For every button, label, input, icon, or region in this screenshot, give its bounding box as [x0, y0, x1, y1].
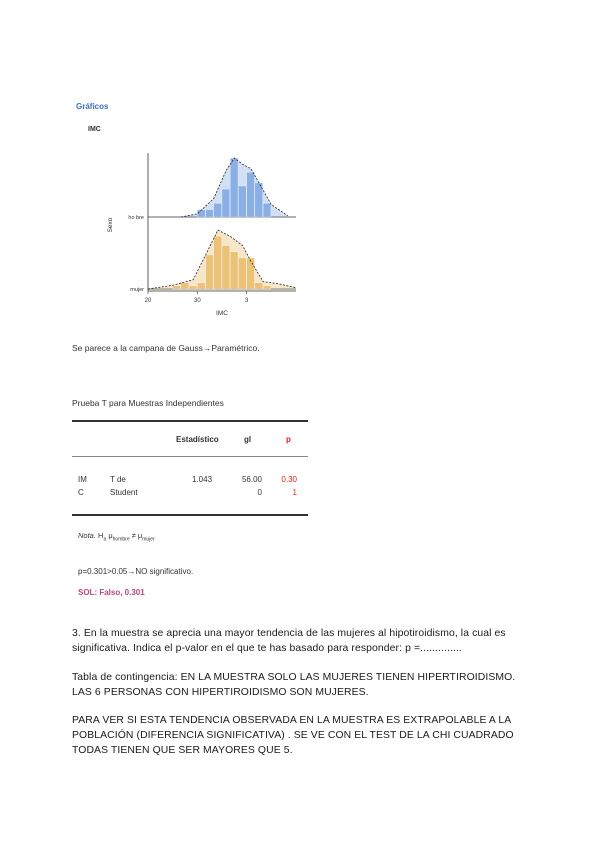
test-label-line2: Student — [110, 488, 138, 497]
chi-square-paragraph: PARA VER SI ESTA TENDENCIA OBSERVADA EN LA MUESTRA ES EXTRAPOLABLE A LA POBLACIÓN (DIFERENCIA SIGNIFICATIVA) . SE VE CON EL TEST DE LA CHI CUADRADO TODAS TIENEN QUE SER MAYORES QUE 5. — [72, 715, 514, 756]
histogram-bar-hombre-1 — [206, 210, 214, 217]
x-tick-label-0: 20 — [144, 298, 152, 304]
y-axis-label: Sexo — [107, 217, 114, 233]
histogram-bar-mujer-0 — [173, 286, 181, 289]
group-label-mujer: mujer — [130, 287, 144, 293]
gl-value-line1: 56.00 — [241, 475, 262, 484]
statistic-value: 1.043 — [192, 475, 213, 484]
note-h: H — [98, 531, 104, 540]
section-title: Gráficos — [76, 102, 109, 111]
histogram-bar-mujer-8 — [238, 258, 246, 289]
imc-histogram-chart — [100, 145, 310, 320]
x-axis-label: IMC — [216, 310, 228, 317]
histogram-bar-hombre-3 — [222, 189, 230, 217]
histogram-bar-mujer-9 — [247, 258, 255, 289]
contingency-paragraph: Tabla de contingencia: EN LA MUESTRA SOLO LAS MUJERES TIENEN HIPERTIROIDISMO. LAS 6 PERSONAS CON HIPERTIROIDISMO SON MUJERES. — [72, 672, 516, 698]
histogram-bar-mujer-2 — [189, 286, 197, 289]
variable-label-line1: IM — [78, 475, 87, 484]
note-neq: ≠ μ — [131, 531, 143, 540]
ttest-title: Prueba T para Muestras Independientes — [72, 398, 224, 408]
note-label: Nota. — [78, 531, 96, 540]
histogram-bar-hombre-4 — [230, 158, 238, 217]
header-p: p — [286, 435, 291, 444]
histogram-bar-mujer-5 — [214, 236, 222, 289]
note-sub-mujer: mujer — [142, 536, 155, 543]
test-label-line1: T de — [110, 475, 126, 484]
x-tick-label-1: 30 — [193, 298, 201, 304]
histogram-bar-hombre-5 — [238, 186, 246, 217]
histogram-bar-mujer-6 — [222, 246, 230, 289]
x-tick-label-2: 3 — [244, 298, 249, 304]
header-estadistico: Estadístico — [176, 435, 219, 444]
table-header-rule — [72, 456, 308, 457]
table-top-rule — [72, 420, 308, 422]
histogram-bar-hombre-2 — [214, 203, 222, 217]
header-gl: gl — [244, 435, 252, 444]
p-value-line1: 0.30 — [281, 475, 297, 484]
table-note — [78, 531, 155, 543]
histogram-bar-mujer-4 — [206, 255, 214, 289]
p-value-line2: 1 — [292, 488, 297, 497]
histogram-bar-mujer-3 — [197, 283, 205, 289]
histogram-bar-mujer-1 — [181, 283, 189, 289]
pvalue-conclusion: p=0.301>0.05→NO significativo. — [78, 567, 194, 576]
question-3: 3. En la muestra se aprecia una mayor tendencia de las mujeres al hipotiroidismo, la cual es significativa. Indica el p-valor en el que te has basado para responder: p =.............. — [72, 628, 506, 654]
solution-text: SOL: Falso, 0.301 — [78, 588, 145, 597]
histogram-bar-mujer-11 — [263, 286, 271, 289]
plot-title: IMC — [88, 126, 101, 133]
histogram-bar-hombre-6 — [247, 172, 255, 217]
histogram-bar-mujer-10 — [255, 283, 263, 289]
note-mu-1: μ — [108, 531, 113, 540]
histogram-bar-hombre-8 — [263, 203, 271, 217]
table-bottom-rule — [72, 514, 308, 516]
note-h-sub: a — [103, 536, 107, 543]
gl-value-line2: 0 — [257, 488, 262, 497]
variable-label-line2: C — [78, 488, 84, 497]
note-sub-hombre: hombre — [112, 536, 130, 543]
gauss-caption: Se parece a la campana de Gauss→Paramétrico. — [72, 343, 260, 353]
group-label-hombre: ho bre — [128, 215, 144, 221]
histogram-bar-mujer-7 — [230, 252, 238, 289]
